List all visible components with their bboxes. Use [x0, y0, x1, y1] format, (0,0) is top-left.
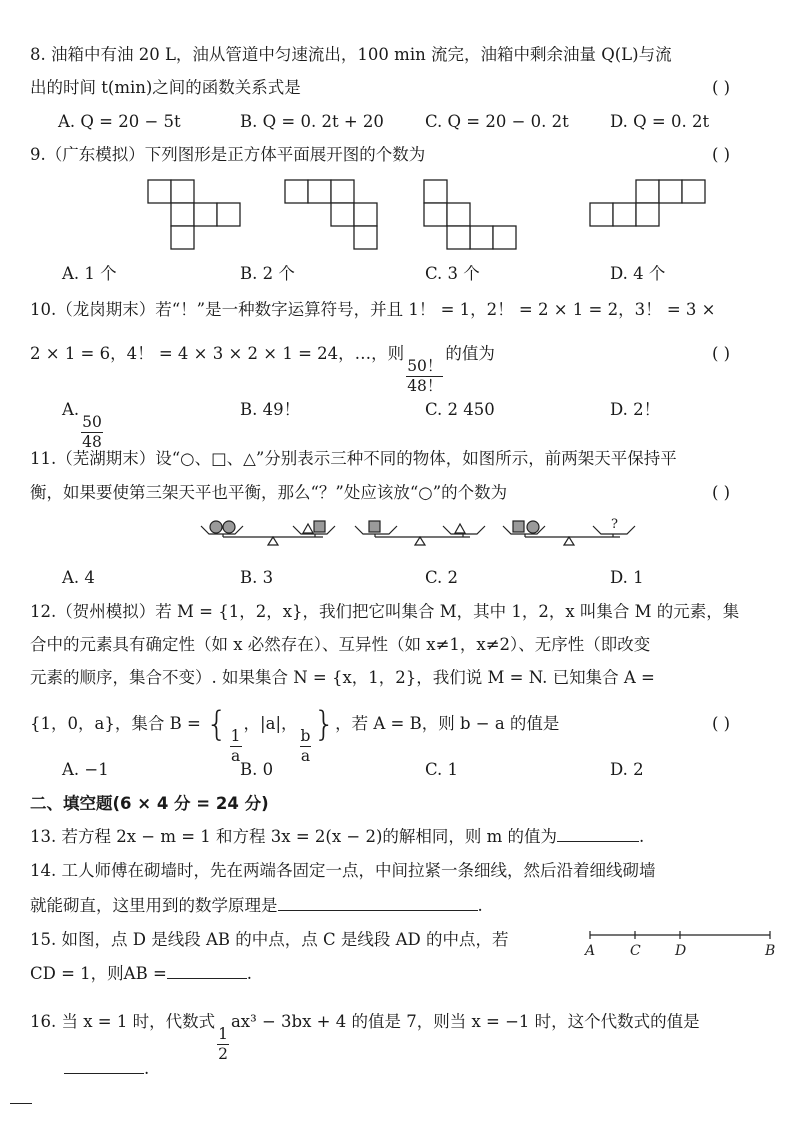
- q9-option-b: B. 2 个: [240, 264, 295, 283]
- q11-line2: 衡，如果要使第三架天平也平衡，那么“？”处应该放“○”的个数为: [30, 483, 508, 502]
- q12-paren: ( ): [712, 714, 731, 733]
- q9-line1: 9.（广东模拟）下列图形是正方体平面展开图的个数为: [30, 145, 426, 164]
- q16-frac-num: 1: [218, 1025, 228, 1043]
- point-b-label: B: [765, 943, 776, 959]
- q12-line1: 12.（贺州模拟）若 M = {1，2，x}，我们把它叫集合 M，其中 1，2，x 叫集合 M 的元素，集: [30, 602, 740, 621]
- q10-option-a-prefix: A.: [62, 400, 80, 419]
- q16-fraction: [217, 1025, 229, 1064]
- q10-optA-den: 48: [82, 433, 102, 451]
- cube-net-2: [285, 180, 377, 249]
- q9-paren: ( ): [712, 145, 731, 164]
- q9-option-c: C. 3 个: [425, 264, 480, 283]
- q16-line1: [30, 1010, 700, 1064]
- q13-line: [30, 825, 644, 849]
- balance-scales-figure: [195, 512, 655, 557]
- q12-frac2-den: a: [300, 747, 311, 765]
- q8-option-d: D. Q = 0. 2t: [610, 112, 710, 131]
- q14-line2: [30, 894, 483, 918]
- q12-frac1-den: a: [230, 747, 241, 765]
- point-a-label: A: [585, 943, 596, 959]
- q11-option-d: D. 1: [610, 568, 644, 587]
- cube-net-4: [590, 180, 705, 226]
- q10-line2-post: 的值为: [445, 344, 495, 363]
- q15-end: .: [246, 964, 253, 983]
- q12-line2: 合中的元素具有确定性（如 x 必然存在）、互异性（如 x≠1，x≠2）、无序性（即改变: [30, 635, 651, 654]
- q11-option-a: A. 4: [62, 568, 95, 587]
- q10-line2: [30, 342, 495, 396]
- q11-line1: 11.（芜湖期末）设“○、□、△”分别表示三种不同的物体，如图所示，前两架天平保持平: [30, 449, 677, 468]
- q16-pre: 16. 当 x = 1 时，代数式: [30, 1012, 216, 1031]
- q15-line1: 15. 如图，点 D 是线段 AB 的中点，点 C 是线段 AD 的中点，若: [30, 930, 509, 949]
- q16-answer-blank[interactable]: [64, 1057, 144, 1074]
- q10-option-c: C. 2 450: [425, 400, 495, 419]
- q12-option-a: A. −1: [62, 760, 109, 779]
- q14-line1: 14. 工人师傅在砌墙时，先在两端各固定一点，中间拉紧一条细线，然后沿着细线砌墙: [30, 861, 656, 880]
- q12-option-d: D. 2: [610, 760, 644, 779]
- q15-line2: [30, 962, 252, 986]
- q12-line4-pre: {1，0，a}，集合 B =: [30, 714, 201, 733]
- q8-line1: 8. 油箱中有油 20 L，油从管道中匀速流出，100 min 流完，油箱中剩余油量 Q(L)与流: [30, 45, 672, 64]
- q10-frac-num: 50！: [407, 357, 443, 375]
- q12-line4: [30, 704, 560, 766]
- q12-line3: 元素的顺序，集合不变）. 如果集合 N = {x，1，2}，我们说 M = N. 已知集合 A =: [30, 668, 655, 687]
- q10-line1: 10.（龙岗期末）若“！”是一种数字运算符号，并且 1！ = 1，2！ = 2 × 1 = 2，3！ = 3 ×: [30, 300, 716, 319]
- right-brace: }: [313, 704, 336, 745]
- q10-option-b: B. 49！: [240, 400, 301, 419]
- balance-scale-2: [355, 521, 485, 545]
- q15-line2-text: CD = 1，则AB =: [30, 964, 167, 983]
- q11-paren: ( ): [712, 483, 731, 502]
- q12-frac2-num: b: [300, 727, 311, 745]
- q12-frac1-num: 1: [230, 727, 241, 745]
- q14-line2-text: 就能砌直，这里用到的数学原理是: [30, 896, 278, 915]
- q8-option-a: A. Q = 20 − 5t: [58, 112, 181, 131]
- q11-option-c: C. 2: [425, 568, 459, 587]
- balance-scale-1: [201, 521, 335, 545]
- question-mark: ?: [611, 517, 618, 532]
- q9-option-a: A. 1 个: [62, 264, 117, 283]
- q16-post: ax³ − 3bx + 4 的值是 7，则当 x = −1 时，这个代数式的值是: [230, 1012, 700, 1031]
- q12-option-b: B. 0: [240, 760, 274, 779]
- cube-net-3: [424, 180, 516, 249]
- q16-frac-den: 2: [218, 1045, 228, 1063]
- q12-frac2: [300, 727, 312, 766]
- page-mark-line: [10, 1103, 32, 1104]
- q8-line2: 出的时间 t(min)之间的函数关系式是: [30, 78, 301, 97]
- q10-paren: ( ): [712, 344, 731, 363]
- q8-paren: ( ): [712, 78, 731, 97]
- q11-option-b: B. 3: [240, 568, 274, 587]
- q12-abs-a: ，|a|，: [243, 714, 298, 733]
- section-title-fill-blank: 二、填空题(6 × 4 分 = 24 分): [30, 794, 269, 813]
- q8-option-b: B. Q = 0. 2t + 20: [240, 112, 384, 131]
- cube-net-1: [148, 180, 240, 249]
- point-c-label: C: [630, 943, 641, 959]
- q10-optA-num: 50: [82, 413, 102, 431]
- q12-option-c: C. 1: [425, 760, 459, 779]
- segment-figure: [580, 925, 780, 961]
- cube-nets-figure: [140, 178, 780, 250]
- q12-line4-post: ，若 A = B，则 b − a 的值是: [335, 714, 560, 733]
- q8-option-c: C. Q = 20 − 0. 2t: [425, 112, 569, 131]
- q10-fraction: [406, 357, 443, 396]
- q16-line2: [64, 1057, 149, 1081]
- q14-end: .: [477, 896, 483, 915]
- q9-option-d: D. 4 个: [610, 264, 666, 283]
- q13-text: 13. 若方程 2x − m = 1 和方程 3x = 2(x − 2)的解相同，则 m 的值为: [30, 827, 558, 846]
- q10-option-a: [62, 398, 105, 452]
- q10-line2-pre: 2 × 1 = 6，4！ = 4 × 3 × 2 × 1 = 24，…，则: [30, 344, 405, 363]
- q13-end: .: [639, 827, 645, 846]
- q14-answer-blank[interactable]: [278, 894, 478, 911]
- q13-answer-blank[interactable]: [557, 825, 639, 842]
- left-brace: {: [206, 704, 228, 745]
- q15-answer-blank[interactable]: [167, 962, 247, 979]
- q10-option-d: D. 2！: [610, 400, 661, 419]
- q10-frac-den: 48！: [407, 377, 443, 395]
- q16-end: .: [144, 1059, 150, 1078]
- point-d-label: D: [675, 943, 687, 959]
